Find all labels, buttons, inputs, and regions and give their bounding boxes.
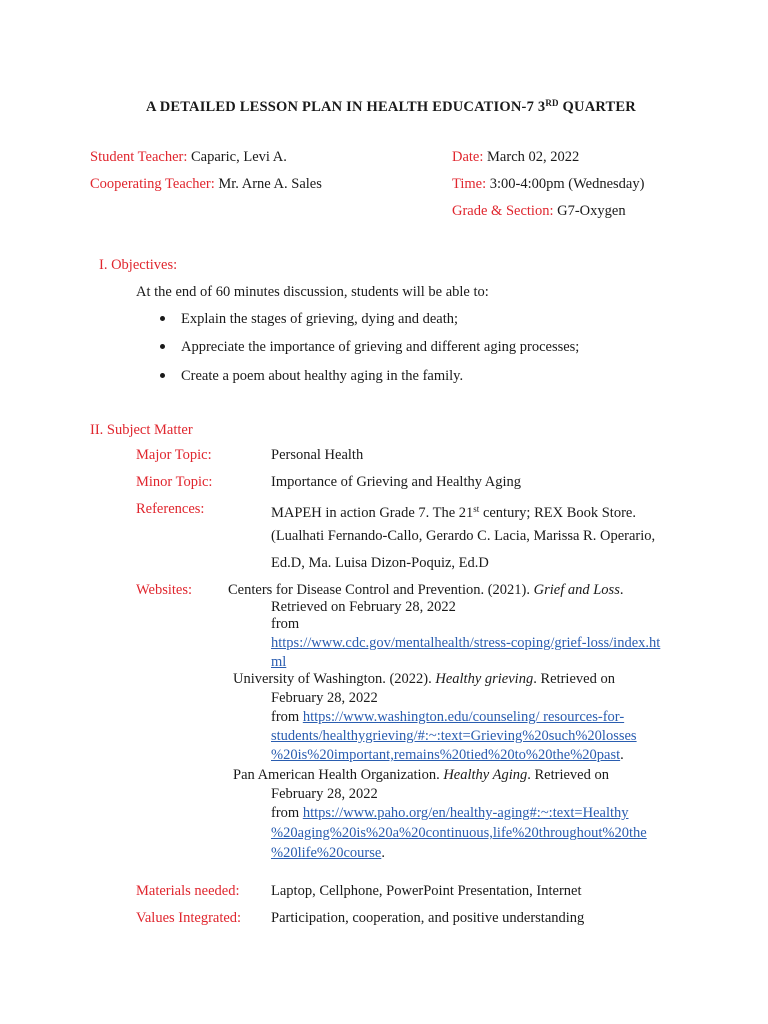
website-3-from-row [271,804,629,822]
website-1-title: Grief and Loss [533,582,620,598]
materials-value: Laptop, Cellphone, PowerPoint Presentation, Internet [271,883,582,899]
website-1-retrieved: Retrieved on February 28, 2022 [271,599,456,615]
minor-topic-value: Importance of Grieving and Healthy Aging [271,474,522,490]
website-3-link[interactable]: https://www.paho.org/en/healthy-aging#:~:text=Healthy [302,805,629,821]
date-row [452,148,579,166]
website-3-link-end-row [271,844,385,862]
website-3-retrieved: . Retrieved on [527,767,609,783]
website-3-link-continued[interactable]: %20aging%20is%20a%20continuous,life%20throughout%20the [271,825,647,841]
cooperating-teacher-row [90,175,322,193]
website-2-from-row [271,708,624,726]
website-2-link-continued[interactable]: %20is%20important,remains%20tied%20to%20the%20past [271,747,621,763]
grade-section-label: Grade & Section: [452,203,554,219]
website-1-link-continued[interactable]: ml [271,654,287,670]
website-1-from: from [271,616,300,632]
website-2-date: February 28, 2022 [271,690,378,706]
references-line-1 [271,500,636,522]
title-text-end: QUARTER [558,99,636,115]
minor-topic-label: Minor Topic: [136,474,213,490]
references-text: MAPEH in action Grade 7. The 21 [271,505,474,521]
website-1-link[interactable]: https://www.cdc.gov/mentalhealth/stress-coping/grief-loss/index.ht [271,635,661,651]
website-1-source: Centers for Disease Control and Prevention. (2021). [228,582,534,598]
values-value: Participation, cooperation, and positive understanding [271,910,585,926]
date-label: Date: [452,149,484,165]
website-2-link[interactable]: https://www.washington.edu/counseling/ resources-for- [302,709,625,725]
website-2-retrieved: . Retrieved on [533,671,615,687]
cooperating-teacher-value: Mr. Arne A. Sales [218,176,322,192]
subject-matter-heading: II. Subject Matter [90,422,193,438]
website-2-line-1 [233,670,615,688]
time-value: 3:00-4:00pm (Wednesday) [489,176,645,192]
website-3-source: Pan American Health Organization. [233,767,444,783]
website-2-period: . [620,747,624,763]
values-label: Values Integrated: [136,910,242,926]
document-title [146,94,636,116]
time-row [452,175,644,193]
objective-item: Appreciate the importance of grieving and different aging processes; [181,339,580,355]
website-2-from: from [271,709,303,725]
title-superscript: RD [545,98,559,108]
website-3-link-continued[interactable]: %20life%20course [271,845,382,861]
student-teacher-row [90,148,287,166]
website-2-source: University of Washington. (2022). [233,671,436,687]
references-line-3: Ed.D, Ma. Luisa Dizon-Poquiz, Ed.D [271,555,489,571]
time-label: Time: [452,176,487,192]
website-3-title: Healthy Aging [443,767,528,783]
grade-section-row [452,202,626,220]
materials-label: Materials needed: [136,883,240,899]
title-text: A DETAILED LESSON PLAN IN HEALTH EDUCATION-7 3 [146,99,546,115]
student-teacher-label: Student Teacher: [90,149,188,165]
references-superscript: st [473,504,480,514]
date-value: March 02, 2022 [487,149,580,165]
bullet-icon [160,316,165,321]
website-1-period: . [619,582,624,598]
bullet-icon [160,373,165,378]
website-2-title: Healthy grieving [435,671,534,687]
website-1-line-1 [228,581,623,599]
website-3-date: February 28, 2022 [271,786,378,802]
objectives-heading: I. Objectives: [99,257,178,273]
objective-item: Create a poem about healthy aging in the family. [181,368,464,384]
student-teacher-value: Caparic, Levi A. [191,149,287,165]
websites-label: Websites: [136,582,193,598]
references-line-2: (Lualhati Fernando-Callo, Gerardo C. Lacia, Marissa R. Operario, [271,528,656,544]
major-topic-value: Personal Health [271,447,364,463]
website-3-from: from [271,805,303,821]
website-2-link-continued[interactable]: students/healthygrieving/#:~:text=Grieving%20such%20losses [271,728,637,744]
website-3-line-1 [233,766,609,784]
website-2-link-end-row [271,746,624,764]
grade-section-value: G7-Oxygen [557,203,626,219]
objective-item: Explain the stages of grieving, dying and death; [181,311,459,327]
website-3-period: . [381,845,385,861]
bullet-icon [160,344,165,349]
cooperating-teacher-label: Cooperating Teacher: [90,176,215,192]
references-label: References: [136,501,205,517]
major-topic-label: Major Topic: [136,447,212,463]
objectives-intro: At the end of 60 minutes discussion, students will be able to: [136,284,489,300]
references-text-end: century; REX Book Store. [479,505,636,521]
